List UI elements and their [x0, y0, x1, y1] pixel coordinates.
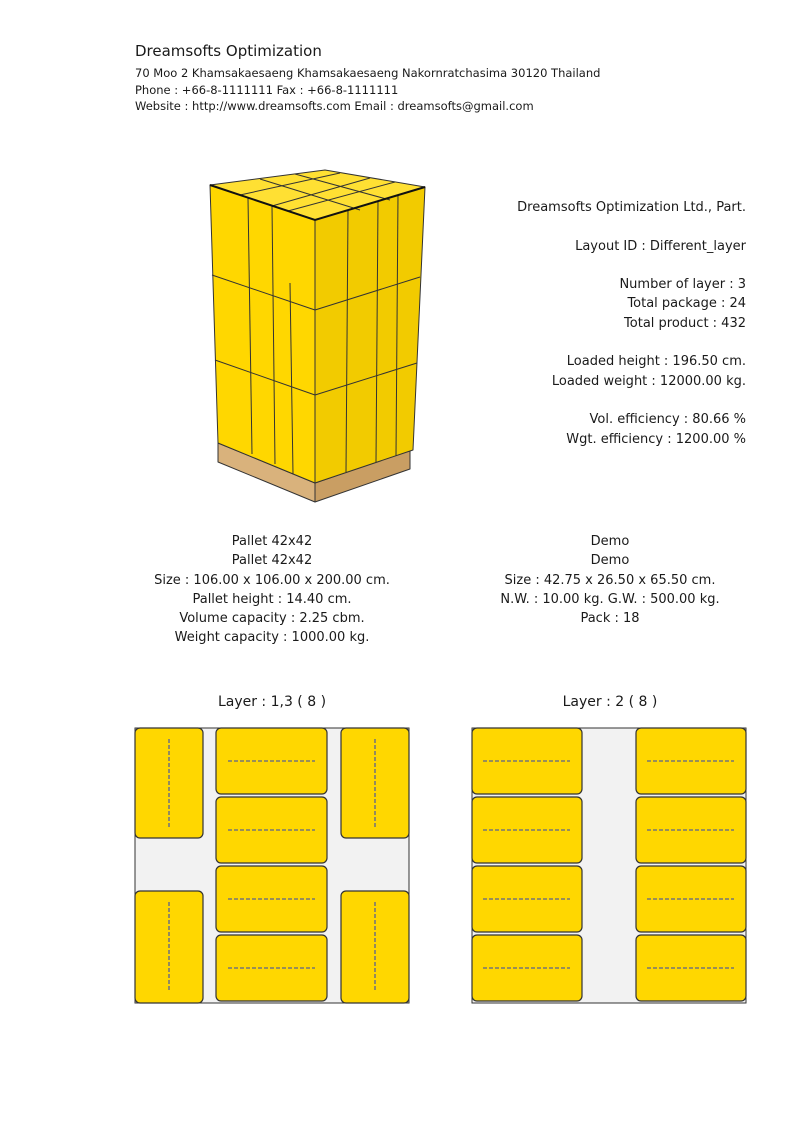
layer-2-diagram	[471, 727, 747, 1009]
stack-right-face	[315, 187, 425, 483]
pallet-name: Pallet 42x42	[231, 534, 313, 549]
layer-2-svg	[471, 727, 747, 1005]
layer-1-3-title: Layer : 1,3 ( 8 )	[217, 694, 327, 710]
company-address: 70 Moo 2 Khamsakaesaeng Khamsakaesaeng Nakornratchasima 30120 Thailand	[135, 66, 601, 80]
pallet-3d-illustration	[200, 165, 440, 514]
pallet-height: Pallet height : 14.40 cm.	[192, 591, 352, 607]
pallet-weight-capacity: Weight capacity : 1000.00 kg.	[174, 630, 370, 646]
pallet-name-secondary: Pallet 42x42	[231, 553, 313, 569]
layer-2-title: Layer : 2 ( 8 )	[562, 694, 658, 710]
product-specs	[470, 532, 750, 628]
loaded-weight: Loaded weight : 12000.00 kg.	[551, 373, 746, 389]
total-product: Total product : 432	[624, 315, 746, 331]
loaded-height: Loaded height : 196.50 cm.	[566, 354, 746, 370]
summary-panel	[517, 198, 746, 449]
stack-front-face	[210, 185, 315, 483]
pallet-volume-capacity: Volume capacity : 2.25 cbm.	[179, 611, 365, 627]
layer-1-3-diagram	[134, 727, 410, 1009]
company-name: Dreamsofts Optimization	[135, 42, 322, 60]
company-contact: Phone : +66-8-1111111 Fax : +66-8-1111111	[135, 82, 399, 97]
pallet-specs	[132, 532, 412, 648]
pallet-stack-svg	[200, 165, 440, 510]
product-weights: N.W. : 10.00 kg. G.W. : 500.00 kg.	[500, 591, 720, 607]
company-website: Website : http://www.dreamsofts.com Email : dreamsofts@gmail.com	[135, 99, 534, 113]
volume-efficiency: Vol. efficiency : 80.66 %	[589, 412, 746, 428]
product-size: Size : 42.75 x 26.50 x 65.50 cm.	[504, 572, 716, 588]
layer-1-3-svg	[134, 727, 410, 1005]
number-of-layers: Number of layer : 3	[619, 277, 746, 293]
pallet-size: Size : 106.00 x 106.00 x 200.00 cm.	[154, 572, 390, 588]
company-header	[135, 42, 600, 115]
product-pack: Pack : 18	[580, 611, 640, 627]
weight-efficiency: Wgt. efficiency : 1200.00 %	[566, 431, 746, 447]
summary-company: Dreamsofts Optimization Ltd., Part.	[517, 200, 746, 215]
total-package: Total package : 24	[627, 296, 746, 312]
product-name-secondary: Demo	[590, 553, 630, 569]
layout-id: Layout ID : Different_layer	[575, 238, 746, 254]
product-name: Demo	[590, 534, 630, 549]
